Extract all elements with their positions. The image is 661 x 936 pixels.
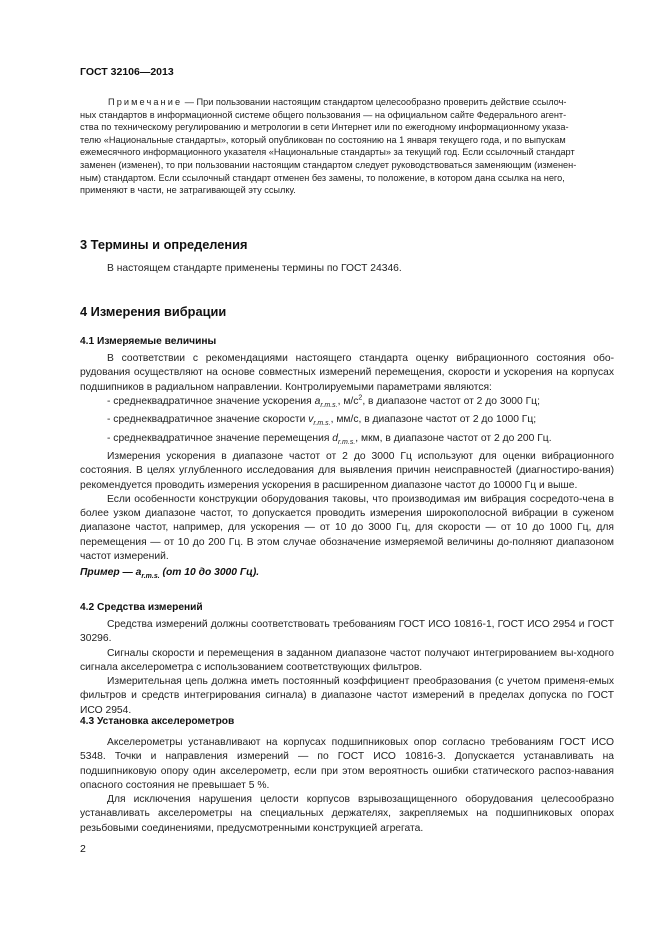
- page-number: 2: [80, 843, 86, 855]
- signals-paragraph: Сигналы скорости и перемещения в заданном диапазоне частот получают интегрированием вы-ходного сигнала акселерометра с использованием соответствующих фильтров.: [80, 647, 614, 673]
- note-line: применяют в части, не затрагивающей эту ссылку.: [80, 185, 296, 196]
- explosion-proof-paragraph: Для исключения нарушения целости корпусов взрывозащищенного оборудования целесообразно устанавливать акселерометры на специальных держателях, закрепляемых на подшипниковых опорах резьбовыми соединениями, предусмотренными конструкцией агрегата.: [80, 794, 614, 834]
- section-3-paragraph: В настоящем стандарте применены термины по ГОСТ 24346.: [107, 263, 402, 274]
- mounting-paragraph: Акселерометры устанавливают на корпусах подшипниковых опор согласно требованиям ГОСТ ИСО 5348. Точки и направления измерений — по ГОСТ ИСО 10816-3. Допускается устанавливать на подшипниковую опору один акселерометр, если при этом вероятность ошибки статического распоз-навания опасного состояния не превышает 5 %.: [80, 737, 614, 791]
- section-3-heading: 3 Термины и определения: [80, 237, 248, 252]
- subsection-4-2-heading: 4.2 Средства измерений: [80, 602, 203, 613]
- example-line: Пример — $a_{r.m.s.}$ (от 10 до 3000 Гц).: [80, 567, 260, 581]
- subsection-4-3-body: [80, 736, 614, 836]
- note-line: заменен (изменен), то при пользовании настоящим стандартом следует руководствоваться заменяющим (изменен-: [80, 159, 577, 170]
- param-displacement: - среднеквадратичное значение перемещения $d_{r.m.s.}$, мкм, в диапазоне частот от 2 до 200 Гц.: [107, 432, 552, 446]
- note-label: Примечание: [108, 97, 183, 107]
- subsection-4-1-heading: 4.1 Измеряемые величины: [80, 336, 217, 347]
- note-line: телю «Национальные стандарты», который опубликован по состоянию на 1 января текущего года, и по выпускам: [80, 134, 566, 145]
- note-first-line: [80, 96, 614, 109]
- note-line: ных стандартов в информационной системе общего пользования — на официальном сайте Федерального агент-: [80, 109, 567, 120]
- narrowband-paragraph: Если особенности конструкции оборудования таковы, что производимая им вибрация сосредото-чена в более узком диапазоне частот, то допускается проводить измерения широкополосной вибрации в суженом диапазоне частот, например, для ускорения — от 10 до 3000 Гц, для скорости — от 10 до 1000 Гц, для перемещения — от 10 до 200 Гц. В этом случае обозначение измеряемой величины до-полняют диапазоном частот измерений.: [80, 493, 614, 562]
- note-first-text: — При пользовании настоящим стандартом целесообразно проверить действие ссылоч-: [182, 97, 567, 107]
- subsection-4-1-body: [80, 352, 614, 564]
- note-line: ства по техническому регулированию и метрологии в сети Интернет или по ежегодному информационному указа-: [80, 122, 569, 133]
- subsection-4-2-body: [80, 618, 614, 718]
- intro-paragraph: В соответствии с рекомендациями настоящего стандарта оценку вибрационного состояния обо-рудования осуществляют на основе совместных измерений перемещения, скорости и ускорения на корпусах подшипников в радиальном направлении. Контролируемыми параметрами являются:: [80, 353, 614, 393]
- document-code: ГОСТ 32106—2013: [80, 66, 174, 78]
- param-acceleration: - среднеквадратичное значение ускорения $a_{r.m.s.}$, $м/с^2$, в диапазоне частот от 2 до 3000 Гц;: [107, 394, 540, 409]
- note-line: ным) стандартом. Если ссылочный стандарт отменен без замены, то положение, в котором дана ссылка на него,: [80, 172, 565, 183]
- acceleration-paragraph: Измерения ускорения в диапазоне частот от 2 до 3000 Гц используют для оценки вибрационного состояния. В целях углубленного исследования для выявления причин неисправностей (диагностиро-вания) рекомендуется проводить измерения ускорения в расширенном диапазоне частот до 10000 Гц и выше.: [80, 450, 614, 491]
- instruments-paragraph: Средства измерений должны соответствовать требованиям ГОСТ ИСО 10816-1, ГОСТ ИСО 2954 и ГОСТ 30296.: [80, 619, 614, 645]
- section-3-text: [80, 262, 614, 276]
- note-block: [80, 96, 614, 197]
- subsection-4-3-heading: 4.3 Установка акселерометров: [80, 716, 235, 727]
- param-velocity: - среднеквадратичное значение скорости $v_{r.m.s.}$, мм/с, в диапазоне частот от 2 до 1000 Гц;: [107, 414, 537, 428]
- section-4-heading: 4 Измерения вибрации: [80, 304, 227, 319]
- measuring-chain-paragraph: Измерительная цепь должна иметь постоянный коэффициент преобразования (с учетом применя-емых фильтров и средств интегрирования сигнала) в диапазоне частот измерений в пределах допуска по ГОСТ ИСО 2954.: [80, 676, 614, 716]
- note-line: ежемесячного информационного указателя «Национальные стандарты» за текущий год. Если ссылочный стандарт: [80, 147, 575, 158]
